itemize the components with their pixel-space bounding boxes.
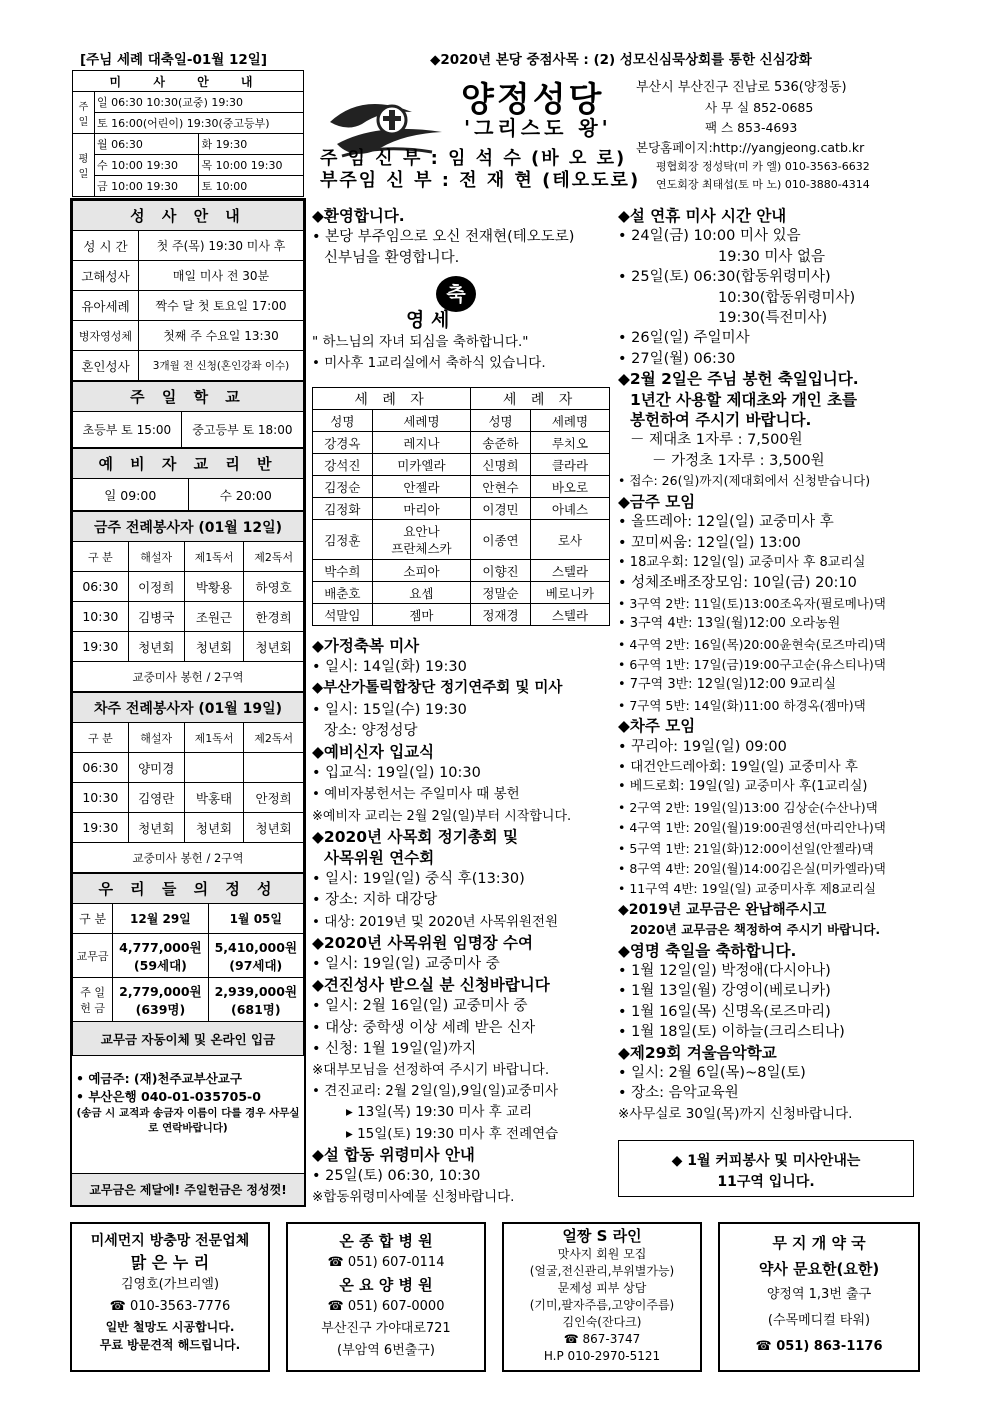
- sacrament-time: 첫 주(목) 19:30 미사 후: [139, 231, 304, 261]
- baptism-cell: 이종연: [471, 520, 531, 560]
- meeting-heading: ◆금주 모임: [618, 492, 696, 511]
- weekday-mass: 목 10:00 19:30: [199, 155, 304, 176]
- ad-line: ☎ 010-3563-7776: [109, 1299, 231, 1314]
- server-cell: 10:30: [73, 602, 129, 632]
- ad-line: 맑 은 누 리: [130, 1253, 210, 1272]
- address: 부산시 부산진구 진남로 536(양정동): [636, 80, 847, 95]
- ad-line: 얼짱 S 라인: [562, 1227, 642, 1245]
- choir-line: • 일시: 15일(수) 19:30: [312, 701, 467, 718]
- servers-next-week: [72, 692, 304, 873]
- holiday-line: • 24일(금) 10:00 미사 있음: [618, 228, 801, 245]
- baptism-cell: 송준하: [471, 432, 531, 454]
- col-header: 1월 05일: [208, 904, 303, 934]
- holiday-line: 10:30(합동위령미사): [718, 289, 856, 306]
- account-holder: • 예금주: (재)천주교부산교구: [76, 1071, 242, 1086]
- account-number: • 부산은행 040-01-035705-0: [76, 1089, 261, 1104]
- server-cell: 김영란: [128, 783, 184, 813]
- ad-line: (수목메디컬 타워): [767, 1313, 871, 1328]
- ad-line: (기미,팔자주름,고양이주름): [529, 1298, 675, 1312]
- col-header: 해설자: [128, 723, 184, 753]
- baptism-cell: 김정화: [313, 498, 373, 520]
- weekday-mass: 월 06:30: [95, 134, 199, 155]
- fax: 팩 스 853-4693: [705, 120, 798, 135]
- chairman: 평협회장 정성탁(미 카 엘) 010-3563-6632: [656, 160, 870, 173]
- catechumen-time: 일 09:00: [73, 479, 189, 511]
- server-cell: 06:30: [73, 753, 129, 783]
- baptism-cell: 김정훈: [313, 520, 373, 560]
- baptism-cell: 안젤라: [372, 476, 470, 498]
- baptism-cell: 신명희: [471, 454, 531, 476]
- sunday-label: 주일: [73, 92, 95, 134]
- feast-date: [주님 세례 대축일-01월 12일]: [80, 52, 267, 68]
- holiday-line: 19:30 미사 없음: [718, 248, 826, 265]
- baptism-cell: 안현수: [471, 476, 531, 498]
- catechumen-line: ※예비자 교리는 2월 2일(일)부터 시작합니다.: [312, 808, 572, 824]
- ad-line: 미세먼지 방충망 전문업체: [90, 1233, 250, 1249]
- feast-line: • 1월 16일(목) 신명옥(로즈마리): [618, 1003, 831, 1020]
- ad-line: (얼굴,전신관리,부위별가능): [529, 1264, 675, 1278]
- appoint-heading: ◆2020년 사목위원 임명장 수여: [312, 933, 533, 952]
- offering-district: 교중미사 봉헌 / 2구역: [73, 843, 304, 873]
- baptism-subheader: 세례명: [372, 410, 470, 432]
- next-meeting-line: • 5구역 1반: 21일(화)12:00이선일(안젤라)댁: [618, 840, 874, 856]
- feast-line: • 1월 12일(일) 박정애(다시아나): [618, 963, 831, 980]
- assembly-line: • 일시: 19일(일) 중식 후(13:30): [312, 871, 525, 888]
- next-meeting-line: • 8구역 4반: 20일(월)14:00김은실(미카엘라)댁: [618, 861, 886, 876]
- sunday-mass-2: 토 16:00(어린이) 19:30(중고등부): [95, 113, 304, 134]
- offering-amount: 2,939,000원 (681명): [208, 978, 303, 1022]
- header-bar: [72, 46, 920, 66]
- account-title: 교무금 자동이체 및 온라인 입금: [73, 1022, 304, 1056]
- weekday-mass: 금 10:00 19:30: [95, 176, 199, 197]
- meeting-line: • 3구역 4반: 13일(월)12:00 오라농원: [618, 616, 841, 632]
- server-cell: 청년회: [244, 813, 304, 843]
- next-meeting-line: • 4구역 1반: 20일(월)19:00권영선(마리안나)댁: [618, 820, 886, 836]
- sacrament-name: 병자영성체: [73, 321, 139, 351]
- memorial-line: ※합동위령미사예물 신청바랍니다.: [312, 1189, 515, 1206]
- ad-line: ☎ 867-3747: [563, 1332, 641, 1346]
- holiday-line: 19:30(특전미사): [718, 310, 828, 327]
- col-header: 구 분: [73, 542, 129, 572]
- next-meeting-line: • 2구역 2반: 19일(일)13:00 김상순(수산나)댁: [618, 799, 878, 815]
- ad-line: ☎ 051) 607-0000: [327, 1299, 445, 1314]
- baptism-cell: 정재경: [471, 604, 531, 626]
- sacrament-title: 성 사 안 내: [73, 201, 304, 231]
- column-2-lower: [312, 636, 612, 1208]
- baptism-cell: 강경옥: [313, 432, 373, 454]
- church-name: 양정성당: [461, 80, 605, 120]
- candle-line: • 접수: 26(일)까지(제대회에서 신청받습니다): [618, 473, 871, 489]
- baptism-cell: 이향진: [471, 560, 531, 582]
- candle-heading: 1년간 사용할 제대초와 개인 초를: [630, 390, 858, 409]
- assistant-pastor: 부주임 신 부 : 전 재 현 (테오도로): [320, 170, 641, 191]
- col-header: 구 분: [73, 904, 113, 934]
- coffee-notice: [618, 1140, 914, 1197]
- left-panel: [70, 198, 306, 1207]
- server-cell: 조원근: [184, 602, 244, 632]
- offering-amount: 2,779,000원 (639명): [113, 978, 208, 1022]
- meeting-line: • 7구역 5반: 14일(화)11:00 하경옥(젬마)댁: [618, 697, 866, 713]
- choir-line: 장소: 양정성당: [324, 722, 418, 739]
- assembly-line: • 장소: 지하 대강당: [312, 892, 438, 909]
- weekday-label: 평일: [73, 134, 95, 197]
- baptism-cell: 레지나: [372, 432, 470, 454]
- meeting-line: • 꼬미씨움: 12일(일) 13:00: [618, 534, 801, 551]
- server-cell: [184, 753, 244, 783]
- offering-district: 교중미사 봉헌 / 2구역: [73, 662, 304, 692]
- server-cell: 19:30: [73, 632, 129, 662]
- ad-massage: [502, 1222, 702, 1372]
- account-slogan: 교무금은 제달에! 주일헌금은 정성껏!: [72, 1173, 304, 1205]
- mass-title: 미 사 안 내: [73, 71, 304, 92]
- meeting-line: • 7구역 3반: 12일(일)12:00 9교리실: [618, 677, 837, 693]
- account-info: [72, 1056, 304, 1136]
- sacrament-name: 유아세례: [73, 291, 139, 321]
- catechumen-title: 예 비 자 교 리 반: [73, 449, 304, 479]
- server-cell: [244, 753, 304, 783]
- baptism-cell: 바오로: [530, 476, 609, 498]
- col-header: 제1독서: [184, 542, 244, 572]
- baptism-cell: 배춘호: [313, 582, 373, 604]
- ad-line: 부산진구 가야대로721: [321, 1321, 451, 1336]
- confirmation-line: • 신청: 1월 19일(일)까지: [312, 1040, 477, 1057]
- coffee-line: 11구역 입니다.: [717, 1174, 815, 1190]
- ad-line: 맛사지 회원 모집: [557, 1247, 647, 1261]
- column-2: [312, 206, 612, 374]
- assembly-heading: ◆2020년 사목회 정기총회 및: [312, 827, 519, 846]
- feast-line: • 1월 18일(토) 이하늘(크리스티나): [618, 1024, 845, 1041]
- baptism-note: • 미사후 1교리실에서 축하식 있습니다.: [312, 355, 546, 372]
- account-note: (송금 시 교적과 송금자 이름이 다를 경우 사무실로 연락바랍니다): [76, 1107, 300, 1134]
- ad-line: 일반 철망도 시공합니다.: [105, 1320, 235, 1334]
- office-phone: 사 무 실 852-0685: [705, 100, 814, 115]
- col-header: 12월 29일: [113, 904, 208, 934]
- offering-type: 교무금: [73, 934, 113, 978]
- mass-schedule-table: [72, 70, 304, 197]
- weekday-mass: 수 10:00 19:30: [95, 155, 199, 176]
- baptism-cell: 루치오: [530, 432, 609, 454]
- sacrament-table: [72, 200, 304, 381]
- baptism-cell: 요셉: [372, 582, 470, 604]
- ad-line: (부암역 6번출구): [337, 1343, 435, 1358]
- ad-line: 김영호(가브리엘): [120, 1277, 220, 1292]
- server-cell: 이정희: [128, 572, 184, 602]
- servers-next-title: 차주 전례봉사자 (01월 19일): [73, 693, 304, 723]
- catechumen-line: • 예비자봉헌서는 주일미사 때 봉헌: [312, 786, 520, 803]
- server-cell: 청년회: [244, 632, 304, 662]
- welcome-heading: ◆환영합니다.: [312, 207, 405, 225]
- server-cell: 박황용: [184, 572, 244, 602]
- candle-line: － 제대초 1자루 : 7,500원: [630, 432, 803, 449]
- ad-line: 무료 방문견적 해드립니다.: [99, 1338, 241, 1352]
- candle-line: － 가정초 1자루 : 3,500원: [652, 452, 825, 469]
- offering-type: 주 일 헌 금: [73, 978, 113, 1022]
- blessing-heading: ◆가정축복 미사: [312, 637, 420, 655]
- next-meeting-line: • 11구역 4반: 19일(일) 교중미사후 제8교리실: [618, 881, 876, 897]
- youth-chairman: 연도회장 최태섭(토 마 노) 010-3880-4314: [656, 178, 870, 191]
- server-cell: 한경희: [244, 602, 304, 632]
- catechumen-heading: ◆예비신자 입교식: [312, 743, 435, 762]
- col-header: 제1독서: [184, 723, 244, 753]
- choir-heading: ◆부산가톨릭합창단 정기연주회 및 미사: [312, 680, 563, 697]
- server-cell: 박홍태: [184, 783, 244, 813]
- servers-this-title: 금주 전례봉사자 (01월 12일): [73, 512, 304, 542]
- offering-amount: 5,410,000원 (97세대): [208, 934, 303, 978]
- confirmation-line: • 일시: 2월 16일(일) 교중미사 중: [312, 998, 528, 1015]
- music-heading: ◆제29회 겨울음악학교: [618, 1043, 777, 1062]
- baptism-cell: 석말임: [313, 604, 373, 626]
- server-cell: 양미경: [128, 753, 184, 783]
- baptism-cell: 박수희: [313, 560, 373, 582]
- weekday-mass: 토 10:00: [199, 176, 304, 197]
- baptism-cell: 스텔라: [530, 604, 609, 626]
- confirmation-line: ▸ 13일(목) 19:30 미사 후 교리: [346, 1104, 533, 1121]
- baptism-header: 세 례 자: [313, 388, 471, 410]
- next-meeting-heading: ◆차주 모임: [618, 717, 696, 736]
- holiday-line: • 26일(일) 주일미사: [618, 330, 750, 347]
- baptism-cell: 클라라: [530, 454, 609, 476]
- memorial-line: • 25일(토) 06:30, 10:30: [312, 1168, 481, 1185]
- sacrament-name: 고해성사: [73, 261, 139, 291]
- assembly-line: • 대상: 2019년 및 2020년 사목위원전원: [312, 913, 559, 930]
- sacrament-time: 3개월 전 신청(혼인강좌 이수): [139, 351, 304, 381]
- sunday-school-title: 주 일 학 교: [73, 382, 304, 412]
- server-cell: 06:30: [73, 572, 129, 602]
- catechumen-table: [72, 448, 304, 511]
- baptism-cell: 이경민: [471, 498, 531, 520]
- baptism-cell: 김정순: [313, 476, 373, 498]
- confirmation-line: ※대부모님을 선정하여 주시기 바랍니다.: [312, 1062, 550, 1079]
- baptism-quote: " 하느님의 자녀 되심을 축하합니다.": [312, 334, 529, 351]
- next-meeting-line: • 대건안드레아회: 19일(일) 교중미사 후: [618, 758, 858, 775]
- col-header: 제2독서: [244, 542, 304, 572]
- holiday-line: • 27일(월) 06:30: [618, 350, 736, 367]
- baptism-title: 영 세: [406, 309, 450, 332]
- confirmation-line: • 견진교리: 2월 2일(일),9일(일)교중미사: [312, 1083, 559, 1100]
- baptism-subheader: 성명: [471, 410, 531, 432]
- server-cell: 청년회: [128, 813, 184, 843]
- meeting-line: • 4구역 2반: 16일(목)20:00윤현숙(로즈마리)댁: [618, 636, 886, 652]
- welcome-line: • 본당 부주임으로 오신 전재현(테오도로): [312, 228, 575, 245]
- music-line: • 장소: 음악교육원: [618, 1085, 739, 1102]
- meeting-line: • 올뜨레아: 12일(일) 교중미사 후: [618, 514, 834, 531]
- chuk-badge: 축: [436, 276, 476, 312]
- confirmation-line: • 대상: 중학생 이상 세례 받은 신자: [312, 1019, 536, 1036]
- school-time: 중고등부 토 18:00: [181, 412, 303, 448]
- baptism-cell: 아녜스: [530, 498, 609, 520]
- server-cell: 10:30: [73, 783, 129, 813]
- next-meeting-line: • 꾸리아: 19일(일) 09:00: [618, 738, 787, 755]
- ad-line: ☎ 051) 863-1176: [755, 1339, 883, 1354]
- appoint-line: • 일시: 19일(일) 교중미사 중: [312, 956, 500, 973]
- col-header: 제2독서: [244, 723, 304, 753]
- blessing-line: • 일시: 14일(화) 19:30: [312, 659, 467, 676]
- next-meeting-line: • 베드로회: 19일(일) 교중미사 후(1교리실): [618, 779, 868, 795]
- music-line: ※사무실로 30일(목)까지 신청바랍니다.: [618, 1105, 853, 1122]
- candle-heading: ◆2월 2일은 주님 봉헌 축일입니다.: [618, 370, 859, 389]
- baptism-cell: 스텔라: [530, 560, 609, 582]
- baptism-cell: 정말순: [471, 582, 531, 604]
- col-header: 구 분: [73, 723, 129, 753]
- confirmation-heading: ◆견진성사 받으실 분 신청바랍니다: [312, 976, 550, 995]
- assembly-heading: 사목위원 연수회: [324, 849, 435, 868]
- baptism-cell: 로사: [530, 520, 609, 560]
- servers-this-week: [72, 511, 304, 692]
- baptism-cell: 강석진: [313, 454, 373, 476]
- baptism-cell: 마리아: [372, 498, 470, 520]
- server-cell: 김병국: [128, 602, 184, 632]
- ad-line: 무 지 개 약 국: [772, 1234, 866, 1252]
- sacrament-name: 혼인성사: [73, 351, 139, 381]
- sacrament-name: 성 시 간: [73, 231, 139, 261]
- ad-line: 온 종 합 병 원: [339, 1232, 433, 1250]
- coffee-line: ◆ 1월 커피봉사 및 미사안내는: [671, 1153, 861, 1169]
- candle-heading: 봉헌하여 주시기 바랍니다.: [630, 411, 812, 430]
- ad-line: 김인숙(잔다크): [562, 1315, 642, 1329]
- homepage-link[interactable]: 본당홈페이지:http://yangjeong.catb.kr: [636, 140, 865, 155]
- baptism-subheader: 성명: [313, 410, 373, 432]
- dues-heading: ◆2019년 교무금은 완납해주시고: [618, 901, 827, 918]
- ad-line: H.P 010-2970-5121: [543, 1349, 661, 1363]
- offering-title: 우 리 들 의 정 성: [73, 874, 304, 904]
- holiday-heading: ◆설 연휴 미사 시간 안내: [618, 207, 787, 225]
- baptism-subheader: 세례명: [530, 410, 609, 432]
- holiday-line: • 25일(토) 06:30(합동위령미사): [618, 269, 831, 286]
- ad-hospital: [286, 1222, 486, 1372]
- ad-line: 약사 문요한(요한): [758, 1260, 880, 1278]
- sunday-school-table: [72, 381, 304, 448]
- baptism-header: 세 례 자: [471, 388, 610, 410]
- ad-line: 양정역 1,3번 출구: [766, 1287, 872, 1302]
- confirmation-line: ▸ 15일(토) 19:30 미사 후 전례연습: [346, 1125, 559, 1142]
- church-subtitle: '그리스도 왕': [464, 116, 612, 140]
- ad-screen: [70, 1222, 270, 1372]
- server-cell: 하영호: [244, 572, 304, 602]
- server-cell: 안정희: [244, 783, 304, 813]
- memorial-heading: ◆설 합동 위령미사 안내: [312, 1145, 475, 1164]
- offering-table: [72, 873, 304, 1056]
- baptism-cell: 미카엘라: [372, 454, 470, 476]
- server-cell: 청년회: [128, 632, 184, 662]
- pastor: 주 임 신 부 : 임 석 수 (바 오 로): [320, 148, 627, 169]
- meeting-line: • 6구역 1반: 17일(금)19:00구고순(유스티나)댁: [618, 656, 886, 672]
- ad-line: 문제성 피부 상담: [557, 1281, 647, 1295]
- sacrament-time: 매일 미사 전 30분: [139, 261, 304, 291]
- offering-amount: 4,777,000원 (59세대): [113, 934, 208, 978]
- server-cell: 19:30: [73, 813, 129, 843]
- meeting-line: • 3구역 2반: 11일(토)13:00조옥자(필로메나)댁: [618, 595, 886, 611]
- school-time: 초등부 토 15:00: [73, 412, 182, 448]
- server-cell: 청년회: [184, 632, 244, 662]
- feast-heading: ◆영명 축일을 축하합니다.: [618, 941, 797, 960]
- ad-pharmacy: [718, 1222, 920, 1372]
- baptism-cell: 요안나 프란체스카: [372, 520, 470, 560]
- baptism-cell: 젬마: [372, 604, 470, 626]
- ad-line: 온 요 양 병 원: [339, 1276, 433, 1294]
- server-cell: 청년회: [184, 813, 244, 843]
- pastoral-focus: ◆2020년 본당 중점사목 : (2) 성모신심묵상회를 통한 신심강화: [430, 52, 812, 68]
- catechumen-time: 수 20:00: [188, 479, 304, 511]
- music-line: • 일시: 2월 6일(목)~8일(토): [618, 1065, 806, 1082]
- column-3: [618, 206, 920, 1124]
- meeting-line: • 18교우회: 12일(일) 교중미사 후 8교리실: [618, 554, 866, 570]
- catechumen-line: • 입교식: 19일(일) 10:30: [312, 765, 481, 782]
- welcome-line: 신부님을 환영합니다.: [324, 249, 460, 266]
- meeting-line: • 성체조배조장모임: 10일(금) 20:10: [618, 575, 857, 592]
- baptism-table: [312, 387, 610, 626]
- sacrament-time: 짝수 달 첫 토요일 17:00: [139, 291, 304, 321]
- sunday-mass-1: 일 06:30 10:30(교중) 19:30: [95, 92, 304, 113]
- feast-line: • 1월 13일(월) 강영이(베로니카): [618, 983, 831, 1000]
- weekday-mass: 화 19:30: [199, 134, 304, 155]
- baptism-cell: 소피아: [372, 560, 470, 582]
- ad-line: ☎ 051) 607-0114: [327, 1255, 445, 1270]
- col-header: 해설자: [128, 542, 184, 572]
- dues-heading: 2020년 교무금은 책정하여 주시기 바랍니다.: [630, 922, 881, 938]
- sacrament-time: 첫째 주 수요일 13:30: [139, 321, 304, 351]
- baptism-cell: 베로니카: [530, 582, 609, 604]
